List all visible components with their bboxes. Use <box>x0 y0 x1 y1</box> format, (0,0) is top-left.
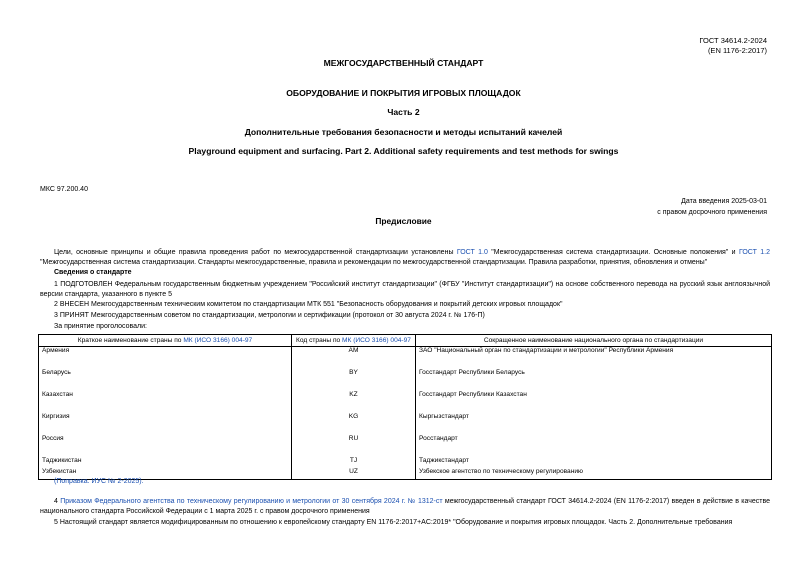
country-code: RU <box>292 435 416 457</box>
column-header-body: Сокращенное наименование национального органа по стандартизации <box>416 335 772 347</box>
foreword-item-5: 5 Настоящий стандарт является модифицированным по отношению к европейскому стандарту EN 1176-2:2017+AC:2019* "Оборудование и покрытия игровых площадок. Часть 2. Дополнительные требования <box>54 519 733 526</box>
table-row <box>39 457 772 468</box>
country-name: Беларусь <box>39 369 292 391</box>
country-name: Россия <box>39 435 292 457</box>
about-standard-heading: Сведения о стандарте <box>54 269 132 276</box>
standard-type: МЕЖГОСУДАРСТВЕННЫЙ СТАНДАРТ <box>323 58 484 68</box>
country-code: KG <box>292 413 416 435</box>
table-row <box>39 347 772 370</box>
introduction-date-text: Дата введения 2025-03-01 <box>681 198 767 205</box>
early-application-text: с правом досрочного применения <box>657 209 767 216</box>
voting-countries-table <box>38 334 772 480</box>
standards-body: ЗАО "Национальный орган по стандартизации и метрологии" Республики Армения <box>416 347 772 370</box>
country-name: Узбекистан <box>39 468 292 480</box>
column-header-country: Краткое наименование страны по МК (ИСО 3166) 004-97 <box>39 335 292 347</box>
table-row <box>39 391 772 413</box>
table-row <box>39 413 772 435</box>
foreword-item-1: 1 ПОДГОТОВЛЕН Федеральным государственным бюджетным учреждением "Российский институт стандартизации" (ФГБУ "Институт стандартизации") на основе собственного перевода на русский язык англоязычной версии стандарта, указанного в пункте 5 <box>40 281 770 298</box>
gost-number: ГОСТ 34614.2-2024 <box>699 36 767 45</box>
gost-1-0-link[interactable]: ГОСТ 1.0 <box>456 249 488 256</box>
order-link[interactable]: Приказом Федерального агентства по техническому регулированию и метрологии от 30 сентября 2024 г. № 1312-ст <box>60 498 443 505</box>
table-row <box>39 435 772 457</box>
country-code: KZ <box>292 391 416 413</box>
foreword-item-2: 2 ВНЕСЕН Межгосударственным техническим комитетом по стандартизации МТК 551 "Безопасность оборудования и покрытий детских игровых площадок" <box>54 301 563 308</box>
part-number: Часть 2 <box>387 107 420 117</box>
foreword-item-3: 3 ПРИНЯТ Межгосударственным советом по стандартизации, метрологии и сертификации (протокол от 30 августа 2024 г. № 176-П) <box>54 312 485 319</box>
mks-code: МКС 97.200.40 <box>40 186 88 193</box>
item4-number: 4 <box>54 498 61 505</box>
country-name: Казахстан <box>39 391 292 413</box>
standards-body: Госстандарт Республики Беларусь <box>416 369 772 391</box>
standards-body: Узбекское агентство по техническому регулированию <box>416 468 772 480</box>
standards-body: Таджикстандарт <box>416 457 772 468</box>
amendment-link[interactable]: (Поправка. ИУС № 2-2025). <box>54 478 144 485</box>
subtitle-ru: Дополнительные требования безопасности и методы испытаний качелей <box>244 127 563 137</box>
p1-text-c: "Межгосударственная система стандартизации. Стандарты межгосударственные, правила и рекомендации по межгосударственной стандартизации. Правила разработки, принятия, обновления и отмены" <box>40 259 708 266</box>
p1-text-b: "Межгосударственная система стандартизации. Основные положения" и <box>487 249 739 256</box>
country-name: Таджикистан <box>39 457 292 468</box>
column-header-code: Код страны по МК (ИСО 3166) 004-97 <box>292 335 416 347</box>
country-code: UZ <box>292 468 416 480</box>
item4-text: межгосударственный стандарт ГОСТ 34614.2-2024 (EN 1176-2:2017) введен в действие в качестве национального стандарта Российской Федерации с 1 марта 2025 г. с правом досрочного применения <box>40 498 771 515</box>
en-number: (EN 1176-2:2017) <box>707 46 767 55</box>
standard-title: ОБОРУДОВАНИЕ И ПОКРЫТИЯ ИГРОВЫХ ПЛОЩАДОК <box>286 88 521 98</box>
introduction-date <box>657 196 767 218</box>
country-code: AM <box>292 347 416 370</box>
table-row <box>39 369 772 391</box>
foreword-heading: Предисловие <box>375 216 432 226</box>
p1-text-a: Цели, основные принципы и общие правила проведения работ по межгосударственной стандартизации установлены <box>54 249 457 256</box>
country-name: Армения <box>39 347 292 370</box>
standards-body: Кыргызстандарт <box>416 413 772 435</box>
mk-iso-link-2[interactable]: МК (ИСО 3166) 004-97 <box>342 337 411 344</box>
foreword-paragraph-1 <box>40 248 770 268</box>
mk-iso-link-1[interactable]: МК (ИСО 3166) 004-97 <box>183 337 253 344</box>
standards-body: Росстандарт <box>416 435 772 457</box>
gost-1-2-link[interactable]: ГОСТ 1.2 <box>738 249 770 256</box>
standards-body: Госстандарт Республики Казахстан <box>416 391 772 413</box>
document-header <box>699 36 767 56</box>
subtitle-en: Playground equipment and surfacing. Part 2. Additional safety requirements and test methods for swings <box>188 146 619 156</box>
country-name: Киргизия <box>39 413 292 435</box>
country-code: BY <box>292 369 416 391</box>
country-code: TJ <box>292 457 416 468</box>
foreword-item-4 <box>40 497 770 517</box>
voted-label: За принятие проголосовали: <box>54 323 147 330</box>
table-row <box>39 468 772 480</box>
